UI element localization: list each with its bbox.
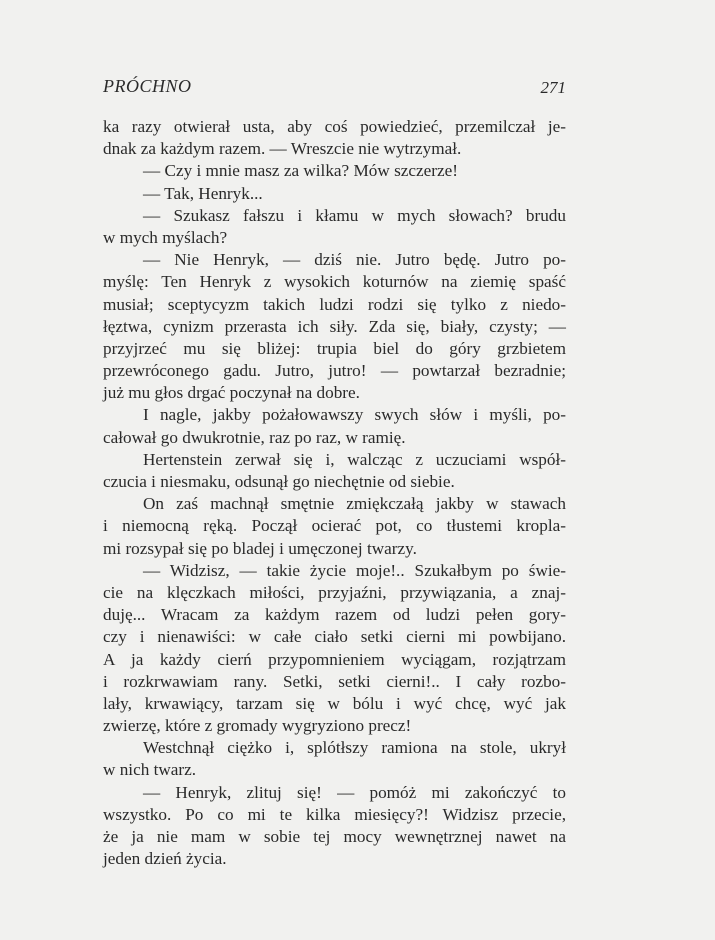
text-line: całował go dwukrotnie, raz po raz, w ramię. [103,427,406,447]
text-line: w mych myślach? [103,227,228,247]
page-header [103,76,566,100]
text-line: On zaś machnął smętnie zmiękczałą jakby w stawach [143,494,566,514]
text-line: wszystko. Po co mi te kilka miesięcy?! Widzisz przecie, [103,804,566,824]
text-line: i niemocną ręką. Począł ocierać pot, co tłustemi kropla- [103,516,566,536]
text-line: czucia i niesmaku, odsunął go niechętnie od siebie. [103,472,455,491]
text-line: jeden dzień życia. [103,849,227,869]
text-line: dnak za każdym razem. — Wreszcie nie wytrzymał. [103,139,462,159]
text-line: czy i nienawiści: w całe ciało setki cierni mi powbijano. [103,627,566,647]
text-line: cie na klęczkach miłości, przyjaźni, przywiązania, a znaj- [103,582,566,602]
text-line: że ja nie mam w sobie tej mocy wewnętrznej nawet na [103,827,566,846]
text-line: przyjrzeć mu się bliżej: trupia biel do góry grzbietem [103,338,566,358]
text-line: i rozkrwawiam rany. Setki, setki cierni!.. I cały rozbo- [103,671,566,691]
text-line: — Nie Henryk, — dziś nie. Jutro będę. Jutro po- [143,250,566,270]
running-title: PRÓCHNO [103,76,192,96]
text-line: lały, krwawiący, tarzam się w bólu i wyć chcę, wyć jak [103,693,566,713]
text-line: — Widzisz, — takie życie moje!.. Szukałbym po świe- [143,560,566,580]
text-line: ka razy otwierał usta, aby coś powiedzieć, przemilczał je- [103,117,566,136]
body-text [103,116,566,870]
text-line: — Tak, Henryk... [143,183,263,203]
text-line: zwierzę, które z gromady wygryziono precz! [103,716,412,736]
text-line: I nagle, jakby pożałowawszy swych słów i myśli, po- [143,405,566,425]
page-number: 271 [540,78,566,97]
text-line: duję... Wracam za każdym razem od ludzi pełen gory- [103,605,566,625]
text-line: — Czy i mnie masz za wilka? Mów szczerze! [143,161,458,181]
text-line: już mu głos drgać poczynał na dobre. [103,383,360,403]
text-line: łęztwa, cynizm przerasta ich siły. Zda się, biały, czysty; — [103,316,566,336]
text-line: Westchnął ciężko i, splótłszy ramiona na stole, ukrył [143,738,566,758]
text-line: — Szukasz fałszu i kłamu w mych słowach? brudu [143,205,566,225]
text-line: przewróconego gadu. Jutro, jutro! — powtarzał bezradnie; [103,361,566,381]
text-line: A ja każdy cierń przypomnieniem wyciągam, rozjątrzam [103,649,566,669]
text-line: myślę: Ten Henryk z wysokich koturnów na ziemię spaść [103,272,566,292]
text-line: w nich twarz. [103,760,197,780]
text-line: Hertenstein zerwał się i, walcząc z uczuciami współ- [143,449,566,469]
text-line: — Henryk, zlituj się! — pomóż mi zakończyć to [143,782,566,802]
text-line: musiał; sceptycyzm takich ludzi rodzi się tylko z niedo- [103,294,566,314]
text-line: mi rozsypał się po bladej i umęczonej twarzy. [103,538,417,558]
